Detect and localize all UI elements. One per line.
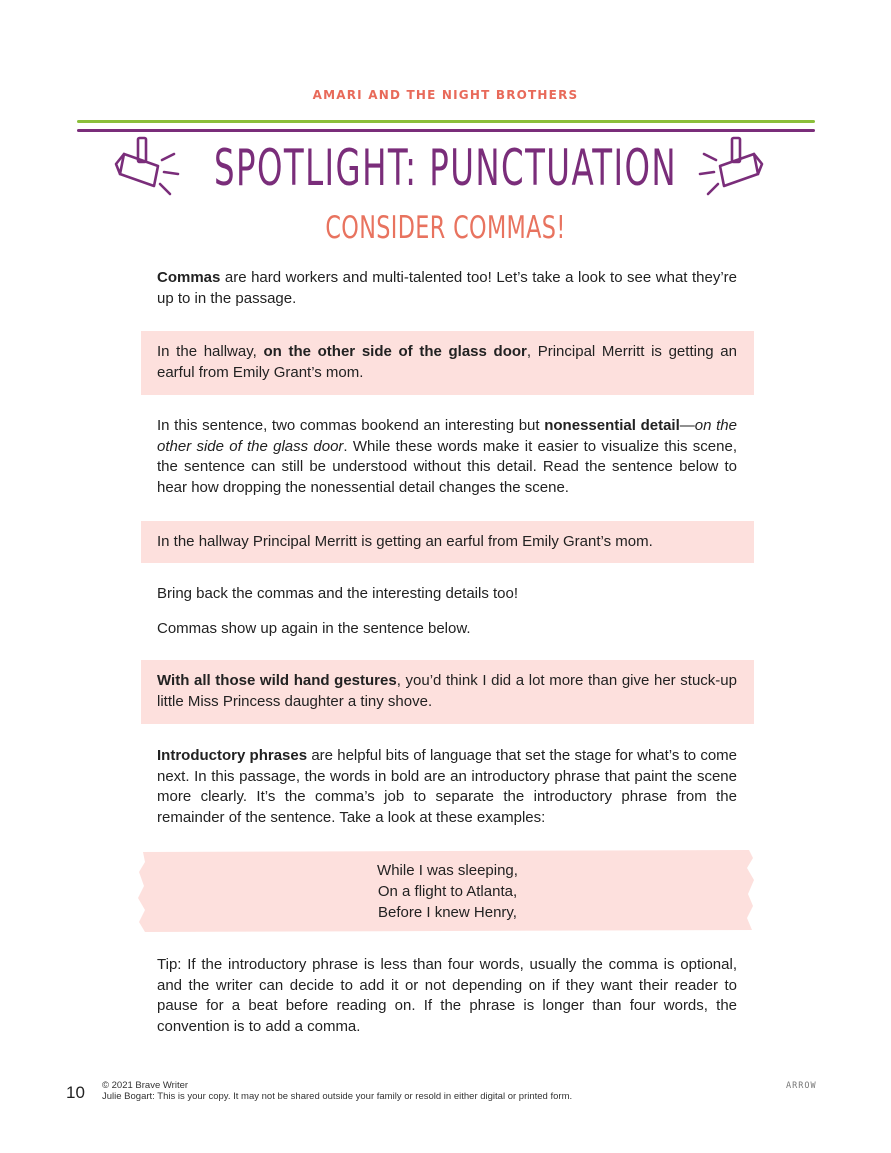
license-notice: Julie Bogart: This is your copy. It may not be shared outside your family or resold in either digital or printed form. [102, 1091, 573, 1102]
quote-1 [157, 342, 737, 383]
quote-1-before: In the hallway, [157, 343, 264, 360]
brand-mark: ARROW [786, 1081, 817, 1091]
green-rule [77, 120, 815, 123]
quote-2: In the hallway Principal Merritt is getting an earful from Emily Grant’s mom. [157, 533, 653, 550]
book-title: AMARI AND THE NIGHT BROTHERS [312, 88, 579, 102]
intro-phrases-paragraph [157, 746, 737, 828]
footer-text [102, 1080, 572, 1102]
purple-rule [77, 129, 815, 132]
intro-bold: Commas [157, 269, 221, 286]
explain-dash: — [679, 417, 695, 434]
commas-again-line: Commas show up again in the sentence below. [157, 620, 471, 637]
quote-box-1 [141, 331, 754, 395]
explain-paragraph [157, 416, 737, 498]
intro-paragraph [157, 268, 737, 309]
copyright-line: © 2021 Brave Writer [102, 1080, 189, 1091]
intro-phrases-bold: Introductory phrases [157, 747, 308, 764]
page-subheading: CONSIDER COMMAS! [325, 210, 566, 246]
tip-paragraph: Tip: If the introductory phrase is less than four words, usually the comma is optional, and the writer can decide to add it or not depending on if they want their reader to pause for a beat before reading on. If the phrase is longer than four words, the convention is to add a comma. [157, 956, 737, 1035]
quote-1-after: , Principal Merritt is getting an earful from Emily Grant’s mom. [157, 343, 737, 381]
quote-3 [157, 671, 737, 712]
bring-back-line: Bring back the commas and the interesting details too! [157, 585, 519, 602]
quote-box-3 [141, 660, 754, 724]
explain-bold: nonessential detail [544, 417, 680, 434]
example-item: On a flight to Atlanta, [377, 883, 518, 900]
example-item: While I was sleeping, [377, 862, 518, 879]
explain-part2: . While these words make it easier to visualize this scene, the sentence can still be understood without this detail. Read the sentence below to hear how dropping the nonessential detail changes the scene. [157, 437, 737, 496]
page-heading: SPOTLIGHT: PUNCTUATION [213, 139, 678, 197]
explain-part1: In this sentence, two commas bookend an interesting but [157, 417, 545, 434]
explain-italic: on the other side of the glass door [157, 417, 737, 455]
quote-3-text: , you’d think I did a lot more than give her stuck-up little Miss Princess daughter a tiny shove. [157, 672, 737, 710]
example-item: Before I knew Henry, [378, 904, 517, 921]
intro-text: are hard workers and multi-talented too! Let’s take a look to see what they’re up to in the passage. [157, 269, 737, 307]
intro-phrases-text: are helpful bits of language that set the stage for what’s to come next. In this passage, the words in bold are an introductory phrase that paint the scene more clearly. It’s the comma’s job to separate the introductory phrase from the remainder of the sentence. Take a look at these examples: [157, 747, 738, 826]
quote-1-bold: on the other side of the glass door [263, 343, 527, 360]
quote-box-2 [141, 521, 754, 563]
examples-list [141, 860, 754, 923]
quote-3-bold: With all those wild hand gestures [157, 672, 397, 689]
page-number: 10 [66, 1083, 85, 1102]
